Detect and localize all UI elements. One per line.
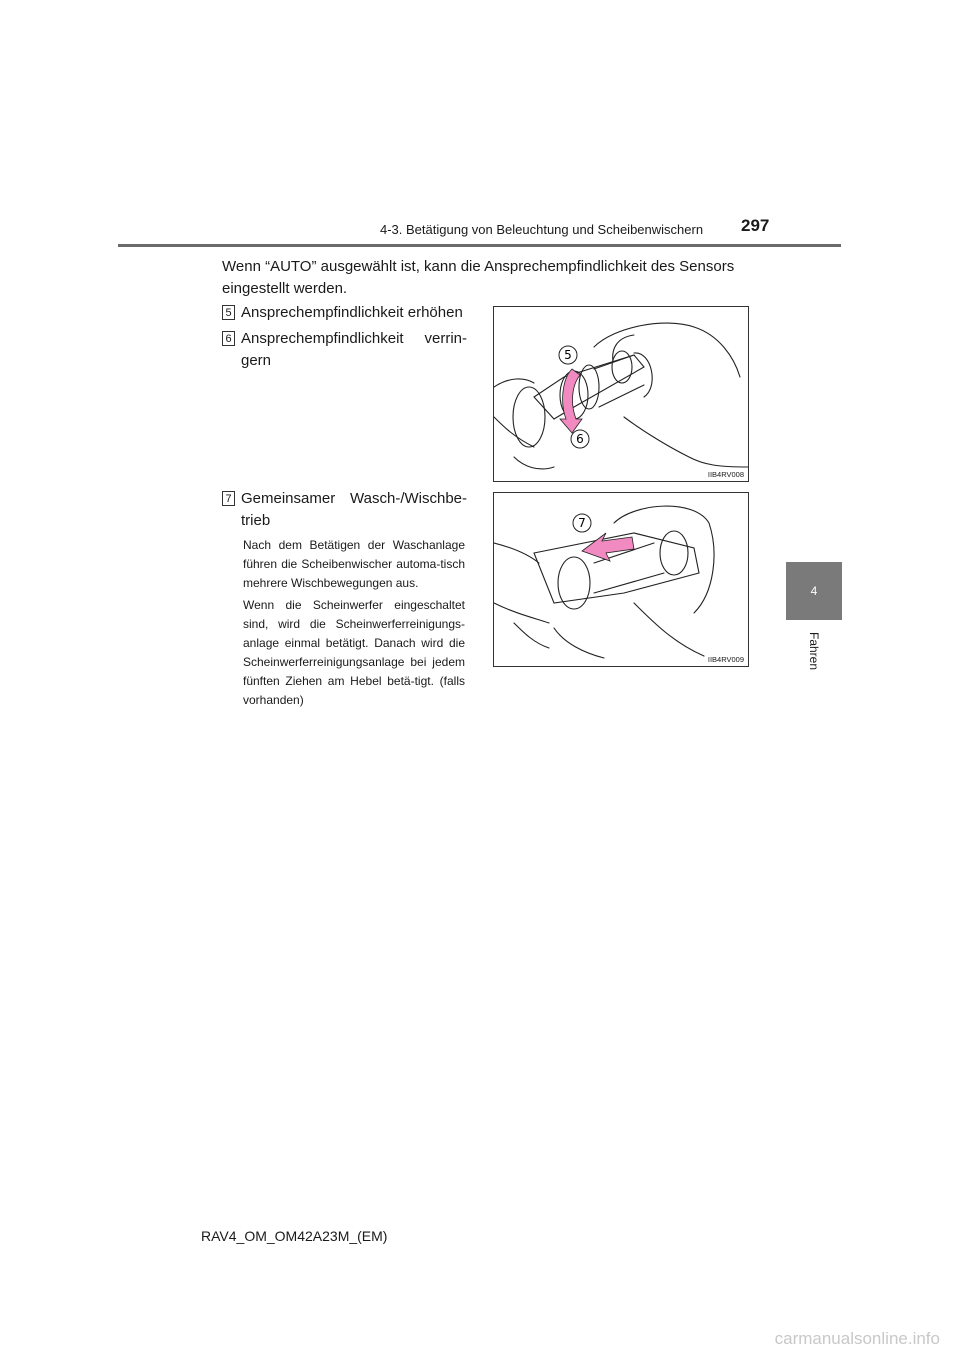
section-title: 4-3. Betätigung von Beleuchtung und Scheibenwischern bbox=[380, 222, 704, 237]
note-paragraph: Nach dem Betätigen der Waschanlage führen die Scheibenwischer automa-tisch mehrere Wischbewegungen aus. bbox=[243, 538, 465, 590]
chapter-label-text: Fahren bbox=[807, 631, 821, 671]
list-item bbox=[222, 328, 467, 372]
note-paragraph: Wenn die Scheinwerfer eingeschaltet sind, wird die Scheinwerferreinigungs-anlage einmal betätigt. Danach wird die Scheinwerferreinigungsanlage bei jedem fünften Ziehen am Hebel betä-tigt. (falls vorhanden) bbox=[243, 598, 465, 707]
chapter-number: 4 bbox=[810, 584, 818, 598]
callout-5: 5 bbox=[564, 348, 572, 362]
wiper-lever-illustration bbox=[494, 493, 748, 666]
figure-code: IIB4RV009 bbox=[707, 655, 744, 664]
item-text: Ansprechempfindlichkeit erhöhen bbox=[241, 304, 463, 321]
footer-document-id: RAV4_OM_OM42A23M_(EM) bbox=[201, 1228, 388, 1244]
item-marker: 6 bbox=[222, 331, 235, 346]
wiper-lever-illustration bbox=[494, 307, 748, 481]
callout-7: 7 bbox=[578, 516, 586, 530]
list-item bbox=[222, 488, 467, 532]
figure-wash-wipe bbox=[493, 492, 749, 667]
list-item bbox=[222, 302, 467, 324]
callout-6: 6 bbox=[576, 432, 584, 446]
chapter-tab[interactable] bbox=[786, 562, 842, 620]
page-number: 297 bbox=[741, 216, 770, 235]
item-text: Gemeinsamer Wasch-/Wischbe-trieb bbox=[241, 490, 467, 529]
item-marker: 5 bbox=[222, 305, 235, 320]
item-text: Ansprechempfindlichkeit verrin-gern bbox=[241, 330, 467, 369]
header-divider bbox=[118, 244, 841, 247]
figure-sensitivity bbox=[493, 306, 749, 482]
chapter-label bbox=[786, 622, 842, 680]
intro-paragraph: Wenn “AUTO” ausgewählt ist, kann die Ansprechempfindlichkeit des Sensors eingestellt werden. bbox=[222, 258, 735, 297]
item-marker: 7 bbox=[222, 491, 235, 506]
figure-code: IIB4RV008 bbox=[707, 470, 744, 479]
watermark: carmanualsonline.info bbox=[774, 1329, 940, 1348]
